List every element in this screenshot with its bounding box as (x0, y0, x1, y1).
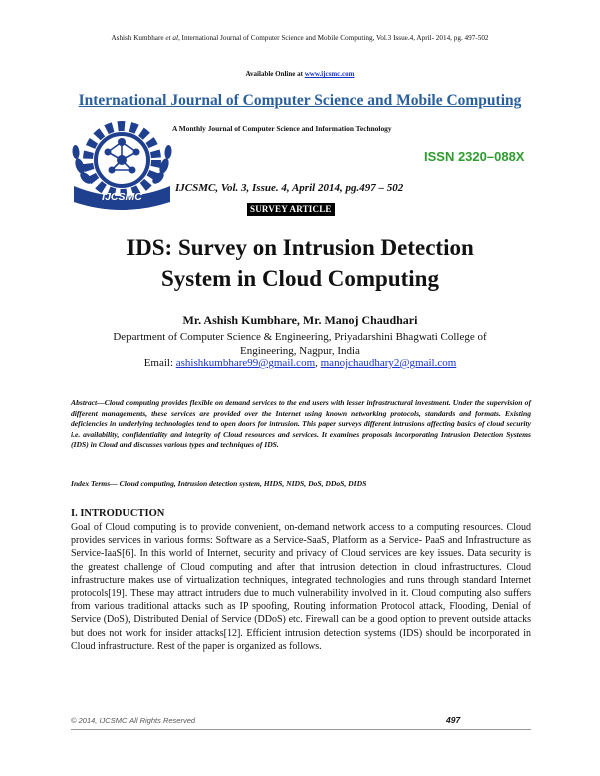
footer-page-number: 497 (446, 715, 461, 725)
affiliation-line-1: Department of Computer Science & Engineering, Priyadarshini Bhagwati College of (113, 331, 487, 343)
footer-copyright: © 2014, IJCSMC All Rights Reserved (71, 716, 196, 725)
journal-name: International Journal of Computer Science and Mobile Computing (78, 92, 522, 109)
availability-line (0, 70, 600, 78)
email-separator: , (315, 357, 321, 369)
running-header-et-al: et al (165, 34, 178, 42)
journal-logo (66, 114, 178, 212)
affiliation-line-2: Engineering, Nagpur, India (240, 345, 360, 357)
author-affiliation (0, 330, 600, 358)
logo-text: IJCSMC (102, 191, 142, 203)
introduction-body: Goal of Cloud computing is to provide convenient, on-demand network access to a computing resources. Cloud provides services in various forms: Software as a Service-SaaS, Platform as a Service- PaaS and Infrastructure as Service-IaaS[6]. In this world of Internet, security and privacy of Cloud services are key issues. Data security is the greatest challenge of Cloud computing and after that intrusion detection in cloud infrastructures. Cloud infrastructure makes use of virtualization techniques, integrated technologies and runs through standard Internet protocols[19]. These may attract intruders due to much vulnerability involved in it. Cloud computing also suffers from various traditional attacks such as IP spoofing, Routing information Protocol attack, Flooding, Denial of Service (DoS), Distributed Denial of Service (DDoS) etc. Firewall can be a good option to prevent outside attacks but does not work for insider attacks[12]. Efficient intrusion detection systems (IDS) should be incorporated in Cloud infrastructure. Rest of the paper is organized as follows. (71, 522, 531, 652)
running-header (0, 34, 600, 42)
index-terms: Index Terms— Cloud computing, Intrusion detection system, HIDS, NIDS, DoS, DDoS, DIDS (71, 479, 367, 488)
issn-number: ISSN 2320–088X (424, 149, 525, 164)
journal-subtitle: A Monthly Journal of Computer Science and Information Technology (172, 124, 392, 133)
email-link-1[interactable]: ashishkumbhare99@gmail.com (175, 357, 316, 369)
running-header-author: Ashish Kumbhare (111, 34, 166, 42)
journal-citation: IJCSMC, Vol. 3, Issue. 4, April 2014, pg.497 – 502 (175, 182, 404, 194)
paper-title-line-1: IDS: Survey on Intrusion Detection (126, 235, 474, 260)
abstract: Abstract—Cloud computing provides flexible on demand services to the end users with lesser infrastructural investment. Under the supervision of different managements, these services are provided over the Internet using known networking protocols, standards and formats. Existing deficiencies in underlying technologies tend to open doors for intrusion. This paper surveys different intrusions affecting basics of cloud security i.e. availability, confidentiality and integrity of Cloud resources and services. It examines proposals incorporating Intrusion Detection Systems (IDS) in Cloud and discusses various types and techniques of IDS. (71, 398, 531, 449)
paper-title-line-2: System in Cloud Computing (161, 266, 439, 291)
journal-url-link[interactable]: www.ijcsmc.com (304, 70, 355, 78)
email-label: Email: (143, 357, 176, 369)
footer-rule (71, 729, 531, 730)
author-emails (0, 357, 600, 369)
paper-authors: Mr. Ashish Kumbhare, Mr. Manoj Chaudhari (182, 313, 418, 327)
section-heading-introduction: I. INTRODUCTION (71, 508, 165, 519)
email-link-2[interactable]: manojchaudhary2@gmail.com (320, 357, 457, 369)
availability-label: Available Online at (245, 70, 305, 78)
article-type-badge: SURVEY ARTICLE (247, 203, 335, 216)
running-header-citation: , International Journal of Computer Science and Mobile Computing, Vol.3 Issue.4, April- 2014, pg. 497-502 (177, 34, 489, 42)
paper-title (0, 232, 600, 294)
